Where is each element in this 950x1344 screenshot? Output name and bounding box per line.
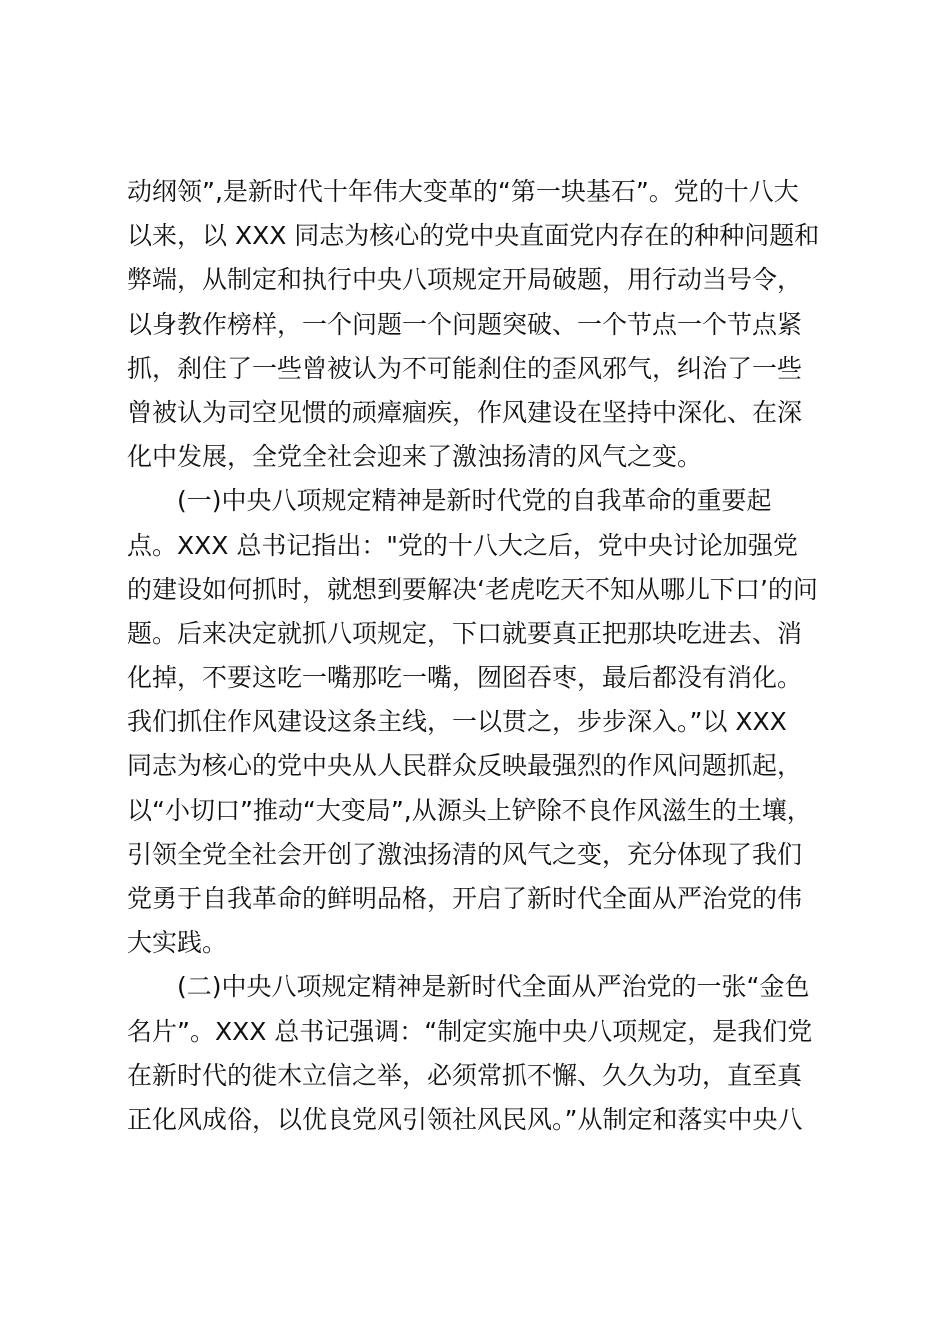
text-line: 化中发展，全党全社会迎来了激浊扬清的风气之变。	[127, 442, 703, 472]
text-line: 点。XXX 总书记指出："党的十八大之后，党中央讨论加强党	[127, 530, 798, 560]
text-line: 党勇于自我革命的鲜明品格，开启了新时代全面从严治党的伟	[127, 884, 803, 913]
text-line: 大实践。	[127, 928, 228, 958]
text-line: 正化风成俗，以优良党风引领社风民风。”从制定和落实中央八	[127, 1104, 803, 1134]
document-body	[127, 170, 837, 1142]
text-line: 我们抓住作风建设这条主线，一以贯之，步步深入。”以 XXX	[127, 707, 787, 737]
text-line: 以身教作榜样，一个问题一个问题突破、一个节点一个节点紧	[127, 309, 803, 339]
text-line: 引领全党全社会开创了激浊扬清的风气之变，充分体现了我们	[127, 839, 803, 869]
section-heading-line: (一)中央八项规定精神是新时代党的自我革命的重要起	[177, 486, 772, 516]
text-line: 的建设如何抓时，就想到要解决‘老虎吃天不知从哪儿下口’的问	[127, 574, 818, 604]
text-line: 以来，以 XXX 同志为核心的党中央直面党内存在的种种问题和	[127, 221, 820, 251]
text-line: 以“小切口”推动“大变局”,从源头上铲除不良作风滋生的土壤，	[127, 795, 812, 825]
text-line: 名片”。XXX 总书记强调：“制定实施中央八项规定，是我们党	[127, 1016, 813, 1046]
section-heading-line: (二)中央八项规定精神是新时代全面从严治党的一张“金色	[177, 972, 810, 1002]
text-line: 抓，刹住了一些曾被认为不可能刹住的歪风邪气，纠治了一些	[127, 353, 803, 383]
text-line: 在新时代的徙木立信之举，必须常抓不懈、久久为功，直至真	[127, 1060, 803, 1090]
text-line: 动纲领”,是新时代十年伟大变革的“第一块基石”。党的十八大	[127, 177, 799, 206]
text-line: 弊端，从制定和执行中央八项规定开局破题，用行动当号令，	[127, 265, 803, 295]
text-line: 题。后来决定就抓八项规定，下口就要真正把那块吃进去、消	[127, 618, 803, 648]
text-line: 同志为核心的党中央从人民群众反映最强烈的作风问题抓起，	[127, 751, 803, 781]
text-line: 化掉，不要这吃一嘴那吃一嘴，囫囵吞枣，最后都没有消化。	[127, 663, 803, 693]
text-line: 曾被认为司空见惯的顽瘴痼疾，作风建设在坚持中深化、在深	[127, 397, 803, 427]
